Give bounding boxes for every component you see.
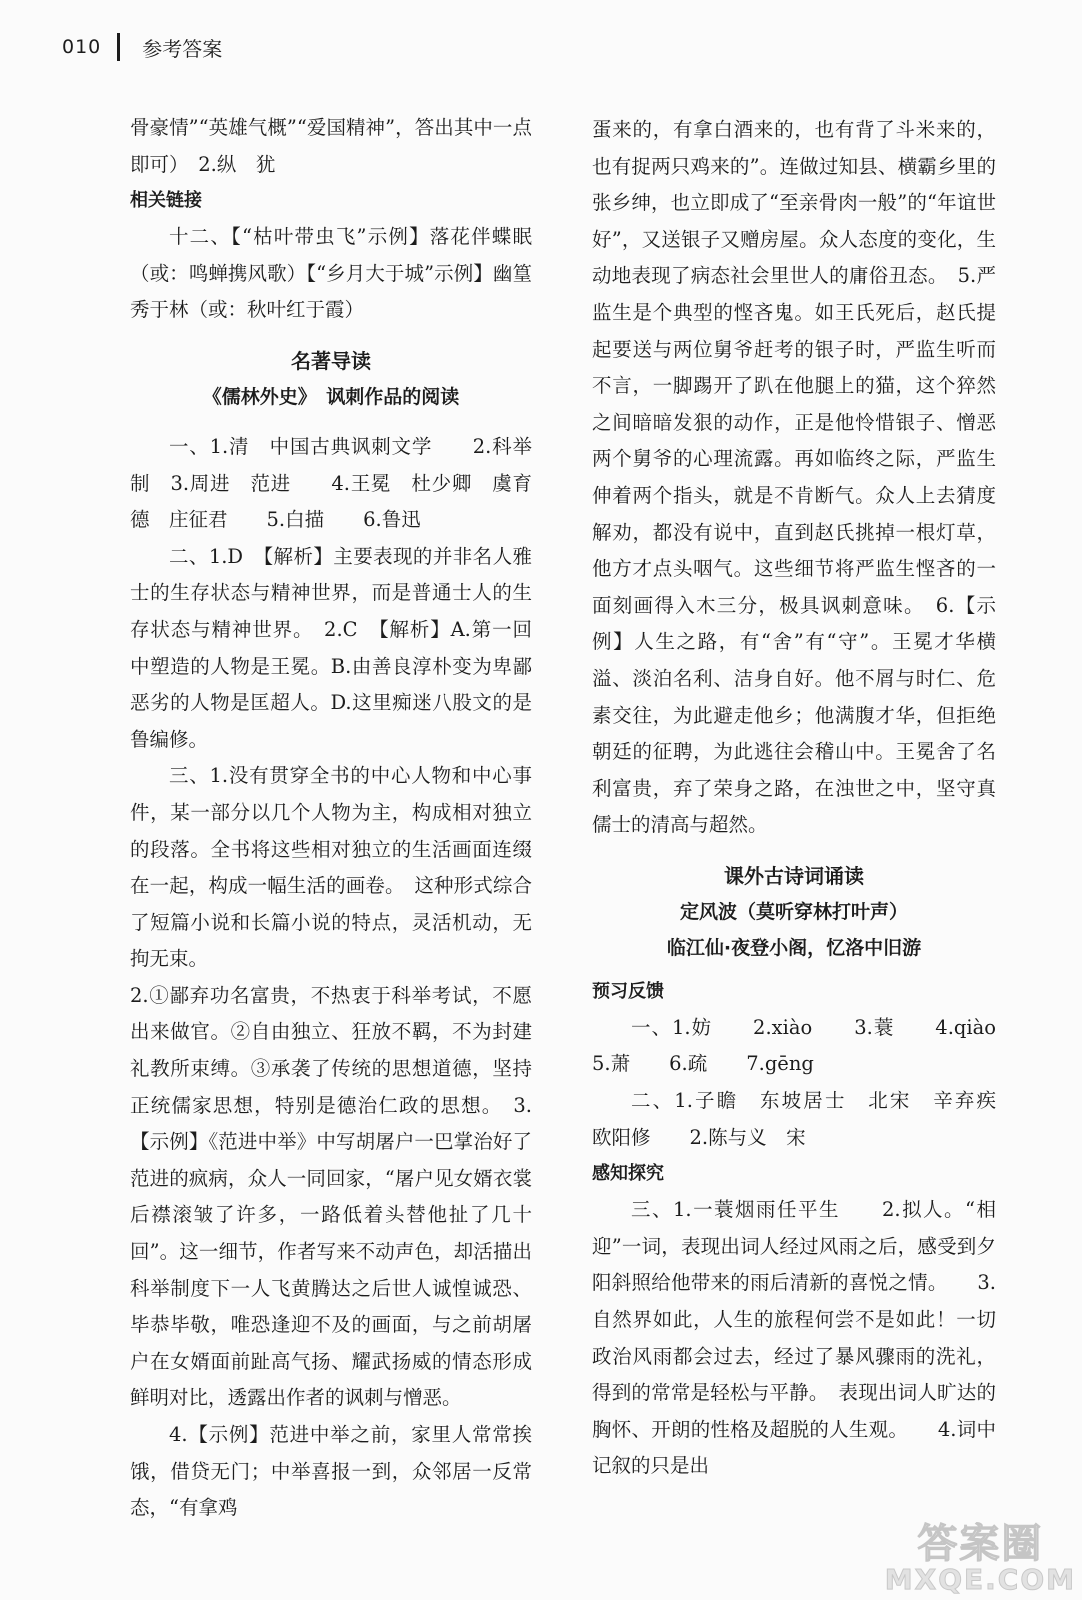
preview-feedback-heading: 预习反馈 [592,980,664,1002]
answer-paragraph: 骨豪情”“英雄气概”“爱国精神”，答出其中一点即可） 2.纵 犹 [130,116,532,176]
classic-reading-heading: 名著导读 [291,348,371,373]
site-watermark [885,1512,1076,1596]
section-title: 参考答案 [142,36,223,61]
answer-paragraph: 三、1.一蓑烟雨任平生 2.拟人。“相迎”一词，表现出词人经过风雨之后，感受到夕阳斜照给他带来的雨后清新的喜悦之情。 3.自然界如此，人生的旅程何尝不是如此！一切政治风雨都会过去，经过了暴风骤雨的洗礼，得到的常常是轻松与平静。 表现出词人旷达的胸怀、开朗的性格及超脱的人生观。 4.词中记叙的只是出 [592,1198,996,1478]
poem-title: 定风波（莫听穿林打叶声） [679,900,908,923]
answer-paragraph: 一、1.妨 2.xiào 3.蓑 4.qiào 5.萧 6.疏 7.gēng [592,1015,1016,1076]
page-header [62,30,222,64]
poem-title: 临江仙·夜登小阁，忆洛中旧游 [666,936,922,959]
header-divider [117,33,120,61]
page-number: 010 [62,36,102,58]
answer-paragraph: 2.①鄙弃功名富贵，不热衷于科举考试，不愿出来做官。②自由独立、狂放不羁，不为封建礼教所束缚。③承袭了传统的思想道德，坚持正统儒家思想，特别是德治仁政的思想。 3.【示例】《范进中举》中写胡屠户一巴掌治好了范进的疯病，众人一同回家，“屠户见女婿衣裳后襟滚皱了许多，一路低着头替他扯了几十回”。这一细节，作者写来不动声色，却活描出科举制度下一人飞黄腾达之后世人诚惶诚恐、毕恭毕敬，唯恐逢迎不及的画面，与之前胡屠户在女婿面前趾高气扬、耀武扬威的情态形成鲜明对比，透露出作者的讽刺与憎恶。 [130,983,532,1410]
watermark-logo-text: 答案圈 [917,1521,1044,1567]
answer-paragraph: 二、1.子瞻 东坡居士 北宋 辛弃疾 欧阳修 2.陈与义 宋 [592,1089,1016,1149]
answer-paragraph: 三、1.没有贯穿全书的中心人物和中心事件，某一部分以几个人物为主，构成相对独立的段落。全书将这些相对独立的生活画面连缀在一起，构成一幅生活的画卷。 这种形式综合了短篇小说和长篇小说的特点，灵活机动，无拘无束。 [130,764,532,971]
classic-reading-subheading: 《儒林外史》 讽刺作品的阅读 [202,385,460,408]
answer-paragraph: 十二、【“枯叶带虫飞”示例】落花伴蝶眠（或：鸣蝉携风歌）【“乡月大于城”示例】幽篁秀于林（或：秋叶红于霞） [130,225,532,322]
explore-heading: 感知探究 [592,1163,664,1185]
watermark-domain: MXQE.COM [884,1563,1076,1596]
poetry-reading-heading: 课外古诗词诵读 [724,863,864,888]
left-column [130,110,532,1527]
related-links-heading: 相关链接 [130,190,202,212]
answer-paragraph: 二、1.D 【解析】主要表现的并非名人雅士的生存状态与精神世界，而是普通士人的生存状态与精神世界。 2.C 【解析】A.第一回中塑造的人物是王冕。B.由善良淳朴变为卑鄙恶劣的人物是匡超人。D.这里痴迷八股文的是鲁编修。 [130,544,532,751]
answer-paragraph: 4.【示例】范进中举之前，家里人常常挨饿，借贷无门；中举喜报一到，众邻居一反常态，“有拿鸡 [130,1423,532,1520]
answer-paragraph: 一、1.清 中国古典讽刺文学 2.科举制 3.周进 范进 4.王冕 杜少卿 虞育德 庄征君 5.白描 6.鲁迅 [130,434,532,532]
right-column [592,112,1016,1485]
answer-paragraph: 蛋来的，有拿白酒来的，也有背了斗米来的，也有捉两只鸡来的”。连做过知县、横霸乡里的张乡绅，也立即成了“至亲骨肉一般”的“年谊世好”，又送银子又赠房屋。众人态度的变化，生动地表现了病态社会里世人的庸俗丑态。 5.严监生是个典型的悭吝鬼。如王氏死后，赵氏提起要送与两位舅爷赶考的银子时，严监生听而不言，一脚踢开了趴在他腿上的猫，这个猝然之间暗暗发狠的动作，正是他怜惜银子、憎恶两个舅爷的心理流露。再如临终之际，严监生伸着两个指头，就是不肯断气。众人上去猜度解劝，都没有说中，直到赵氏挑掉一根灯草，他方才点头咽气。这些细节将严监生悭吝的一面刻画得入木三分，极具讽刺意味。 6.【示例】人生之路，有“舍”有“守”。王冕才华横溢、淡泊名利、洁身自好。他不屑与时仁、危素交往，为此避走他乡；他满腹才华，但拒绝朝廷的征聘，为此逃往会稽山中。王冕舍了名利富贵，弃了荣身之路，在浊世之中，坚守真儒士的清高与超然。 [592,118,996,837]
